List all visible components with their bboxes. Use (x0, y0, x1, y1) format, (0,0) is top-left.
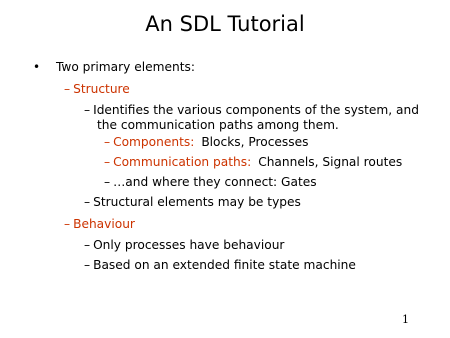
dash-icon: – (64, 217, 71, 231)
structure-heading: Structure (73, 82, 130, 96)
efsm-text: Based on an extended finite state machine (93, 258, 356, 272)
identifies-text-2: the communication paths among them. (97, 118, 339, 132)
page-number: 1 (402, 313, 409, 326)
dash-icon: – (104, 155, 111, 169)
components-value: Blocks, Processes (201, 135, 309, 149)
dash-icon: – (84, 103, 91, 117)
line-structure (64, 82, 130, 97)
identifies-text-1: Identifies the various components of the system, and (93, 103, 419, 117)
slide-title: An SDL Tutorial (145, 12, 305, 36)
line-gates (104, 175, 317, 190)
communication-paths-value: Channels, Signal routes (258, 155, 403, 169)
communication-paths-label: Communication paths: (113, 155, 252, 169)
dash-icon: – (64, 82, 71, 96)
line-behaviour (64, 217, 135, 232)
components-label: Components: (113, 135, 195, 149)
dash-icon: – (84, 238, 91, 252)
bullet-line-primary (33, 60, 195, 75)
behaviour-heading: Behaviour (73, 217, 135, 231)
line-components (104, 135, 308, 150)
line-identifies (84, 103, 419, 118)
primary-elements-text: Two primary elements: (55, 60, 195, 74)
gates-text: …and where they connect: Gates (113, 175, 317, 189)
dash-icon: – (104, 175, 111, 189)
dash-icon: – (84, 195, 91, 209)
dash-icon: – (104, 135, 111, 149)
line-types (84, 195, 301, 210)
line-efsm (84, 258, 356, 273)
dash-icon: – (84, 258, 91, 272)
only-processes-text: Only processes have behaviour (93, 238, 285, 252)
types-text: Structural elements may be types (93, 195, 301, 209)
bullet-icon: • (33, 60, 41, 74)
line-only-processes (84, 238, 284, 253)
line-communication-paths (104, 155, 402, 170)
